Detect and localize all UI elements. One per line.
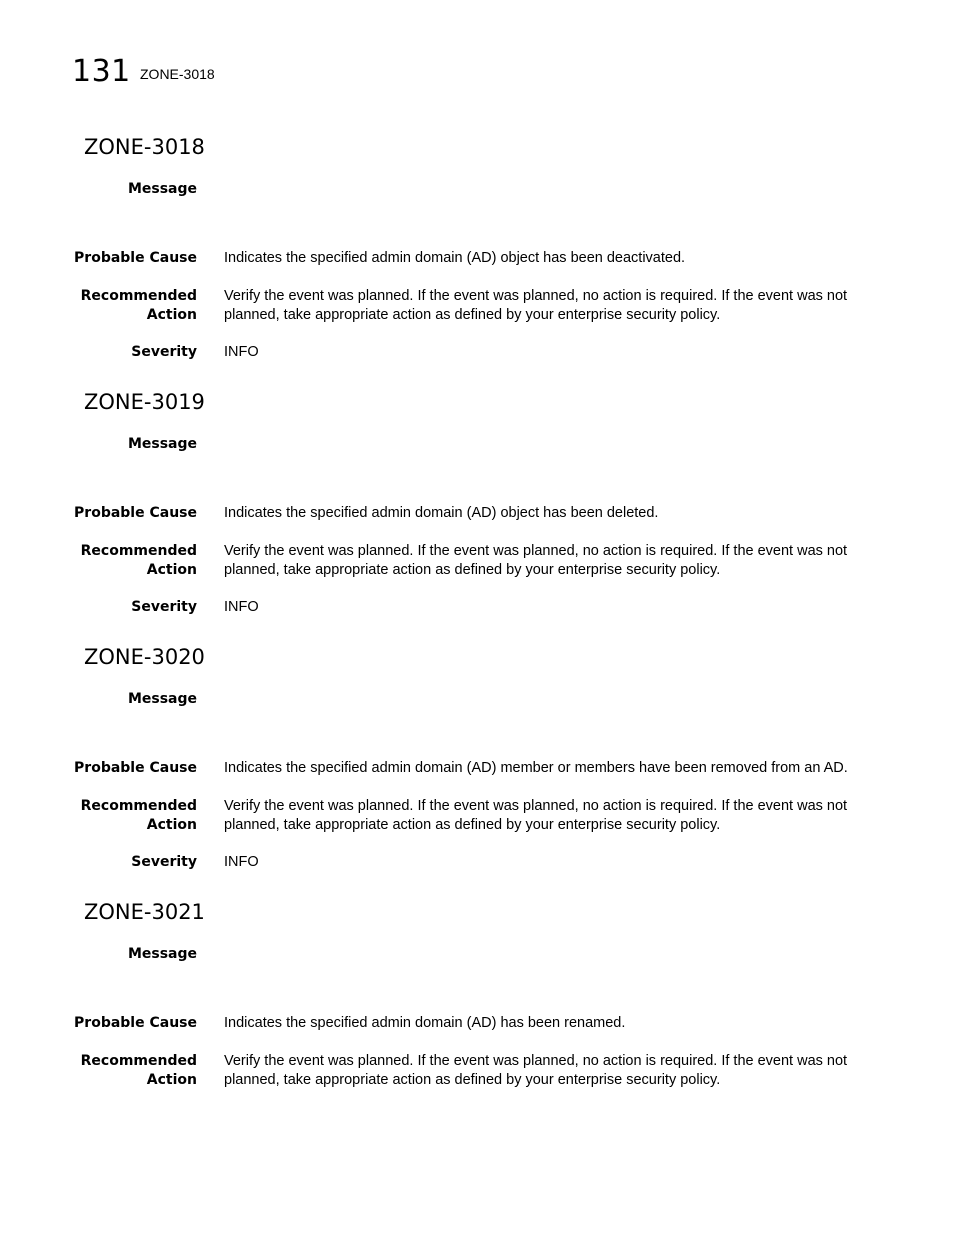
chapter-number: 131 — [72, 54, 131, 89]
severity-value: INFO — [224, 854, 259, 870]
severity-label: Severity — [131, 599, 197, 615]
recommended-action-text: Verify the event was planned. If the event was planned, no action is required. If the event was not planned, take appropriate action as defined by your enterprise security policy. — [224, 798, 848, 833]
probable-cause-label: Probable Cause — [74, 250, 197, 266]
severity-value: INFO — [224, 344, 259, 360]
recommended-action-text: Verify the event was planned. If the event was planned, no action is required. If the event was not planned, take appropriate action as defined by your enterprise security policy. — [224, 543, 848, 578]
message-label: Message — [127, 946, 197, 962]
recommended-action-text: Verify the event was planned. If the event was planned, no action is required. If the event was not planned, take appropriate action as defined by your enterprise security policy. — [224, 1053, 848, 1088]
severity-value: INFO — [224, 599, 259, 615]
probable-cause-label: Probable Cause — [74, 760, 197, 776]
severity-label: Severity — [131, 344, 197, 360]
message-label: Message — [127, 181, 197, 197]
probable-cause-label: Probable Cause — [74, 1015, 197, 1031]
probable-cause-label: Probable Cause — [74, 505, 197, 521]
probable-cause-text: Indicates the specified admin domain (AD) has been renamed. — [224, 1015, 626, 1031]
recommended-action-text: Verify the event was planned. If the event was planned, no action is required. If the event was not planned, take appropriate action as defined by your enterprise security policy. — [224, 288, 848, 323]
entry-title: ZONE-3020 — [84, 645, 205, 669]
entry-title: ZONE-3021 — [84, 900, 205, 924]
running-title: ZONE-3018 — [140, 66, 215, 82]
probable-cause-text: Indicates the specified admin domain (AD) member or members have been removed from an AD. — [224, 760, 848, 776]
recommended-action-label: Recommended Action — [80, 798, 197, 833]
probable-cause-text: Indicates the specified admin domain (AD) object has been deleted. — [224, 505, 659, 521]
recommended-action-label: Recommended Action — [80, 543, 197, 578]
probable-cause-text: Indicates the specified admin domain (AD) object has been deactivated. — [224, 250, 686, 266]
entry-title: ZONE-3018 — [84, 135, 205, 159]
recommended-action-label: Recommended Action — [80, 288, 197, 323]
severity-label: Severity — [131, 854, 197, 870]
recommended-action-label: Recommended Action — [80, 1053, 197, 1088]
entry-title: ZONE-3019 — [84, 390, 205, 414]
message-label: Message — [127, 436, 197, 452]
message-label: Message — [127, 691, 197, 707]
